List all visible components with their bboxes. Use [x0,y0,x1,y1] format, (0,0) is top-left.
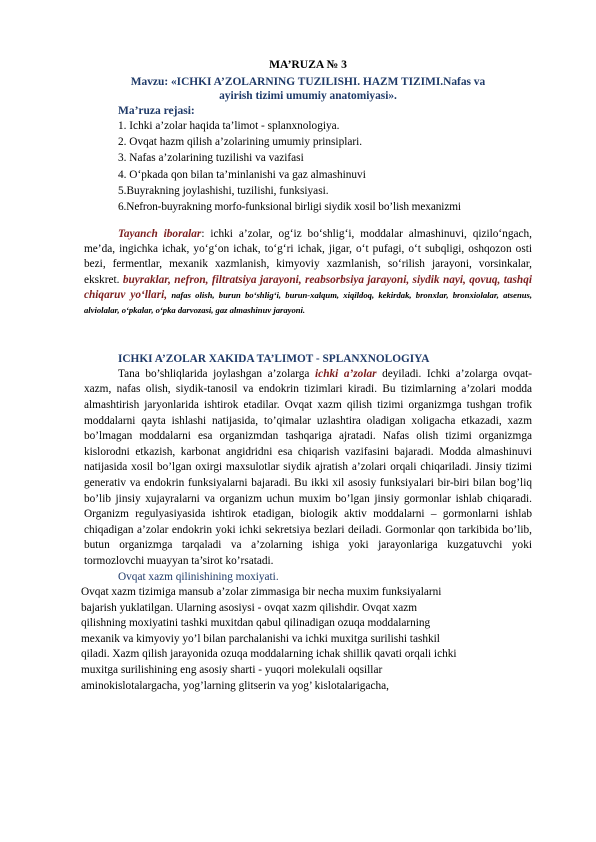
plan-item: 4. O‘pkada qon bilan ta’minlanishi va gaz almashinuvi [118,168,366,181]
paragraph-rest: deyiladi. Ichki a’zolarga ovqat-xazm, nafas olish, siydik-tanosil va endokrin tizimlari kiradi. Bu tizimlarning a’zolari modda almashtirish jaryonlarida ishtirok etadilar. Ovqat xazm qilish tizimi organizmga tushgan trofik moddalarni qayta ishlashi natijasida, to’qimalar uzlashtira oladigan xoligacha etkazadi, xazm bo’lmagan moddalarni esa organizmdan tashqariga ajratadi. Nafas olish tizimi organizmga kislorodni etkazish, karbonat angidridni esa chiqarish vazifasini bajaradi. Modda almashinuvi natijasida xosil bo’lgan oxirgi maxsulotlar siydik ajratish a’zolari orqali chiqariladi. Jinsiy tizimi generativ va endokrin funksiyalarni bajaradi. Bu ikki xil asosiy funksiyalari bir-biri bilan bog’liq bo’lib jinsiy xujayralarni va organizm uchun muxim bo’lgan jinsiy gormonlar ishlab chiqaradi. Organizm regulyasiyasida ishtirok etadigan, biologik aktiv moddalarni – gormonlarni ishlab chiqadigan a’zolar endokrin yoki ichki sekretsiya bezlari deiladi. Gormonlar qon tarkibida bo’lib, butun organizmga tarqaladi va a’zolarning ishiga yoki jarayonlariga kuzgatuvchi yoki tormozlovchi muayyan ta’sirot ko’rsatadi. [84,367,532,567]
highlighted-term: ichki a’zolar [315,367,377,380]
keywords-paragraph [84,227,532,318]
paragraph-line: qilishning moxiyatini tashki muxitdan qabul qilinadigan ozuqa moddalarning [81,617,431,630]
keywords-text: : ichki a’zolar, og‘iz bo‘shlig‘i, moddalar almashinuvi, qizilo‘ngach, me’da, ingichka ichak, yo‘g‘on ichak, to‘g‘ri ichak, jigar, o‘t pufagi, o‘t subqligi, oshqozon osti bezi, fermentlar, mexanik xazmlanish, kimyoviy xazmlanish, so‘rilish jarayoni, vorsinkalar, ekskret. [84,228,532,286]
plan-item: 6.Nefron-buyrakning morfo-funksional birligi siydik xosil bo’lish mexanizmi [118,201,461,214]
lecture-topic [84,75,532,103]
plan-item: 2. Ovqat hazm qilish a’zolarining umumiy prinsiplari. [118,136,363,149]
body-paragraph-2 [81,585,537,694]
plan-list [84,118,532,215]
paragraph-line: aminokislotalargacha, yog’larning glitserin va yog’ kislotalarigacha, [81,679,389,692]
paragraph-line: qiladi. Xazm qilish jarayonida ozuqa moddalarning ichak shillik qavati orqali ichki [81,648,457,661]
paragraph-line: mexanik va kimyoviy yo’l bilan parchalanishi va ichki muxitga surilishi tashkil [81,632,440,645]
plan-heading: Ma’ruza rejasi: [118,105,195,117]
section-heading: ICHKI A’ZOLAR XAKIDA TA’LIMOT - SPLANXNOLOGIYA [118,352,430,365]
topic-line-2: ayirish tizimi umumiy anatomiyasi». [219,90,397,102]
document-page [81,58,532,694]
topic-line-1: Mavzu: «ICHKI A’ZOLARNING TUZILISHI. HAZM TIZIMI.Nafas va [130,76,486,88]
keywords-small-text: nafas olish, burun bo‘shlig‘i, burun-xalqum, xiqildoq, kekirdak, bronxlar, bronxiolalar, atsenus, alviolalar, o‘pkalar, o‘pka darvozasi, gaz almashinuv jarayoni. [84,289,532,315]
paragraph-line: bajarish yuklatilgan. Ularning asosiysi - ovqat xazm qilishdir. Ovqat xazm [81,601,418,614]
keywords-bold-text: buyraklar, nefron, filtratsiya jarayoni, reabsorbsiya jarayoni, siydik nayi, qovuq, tashqi chiqaruv yo‘llari, [84,273,532,301]
body-paragraph-1 [84,367,532,570]
plan-item: 1. Ichki a’zolar haqida ta’limot - splanxnologiya. [118,120,340,132]
subsection-heading: Ovqat xazm qilinishining moxiyati. [118,570,279,583]
plan-item: 5.Buyrakning joylashishi, tuzilishi, funksiyasi. [118,184,329,197]
paragraph-start: Tana bo’shliqlarida joylashgan a’zolarga [118,367,316,380]
paragraph-line: muxitga surilishining eng asosiy sharti - yuqori molekulali oqsillar [81,664,383,677]
keywords-label: Tayanch iboralar [118,228,202,241]
plan-item: 3. Nafas a’zolarining tuzilishi va vazifasi [118,152,304,165]
paragraph-line: Ovqat xazm tizimiga mansub a’zolar zimmasiga bir necha muxim funksiyalarni [81,586,442,599]
lecture-number: MA’RUZA № 3 [269,58,347,71]
